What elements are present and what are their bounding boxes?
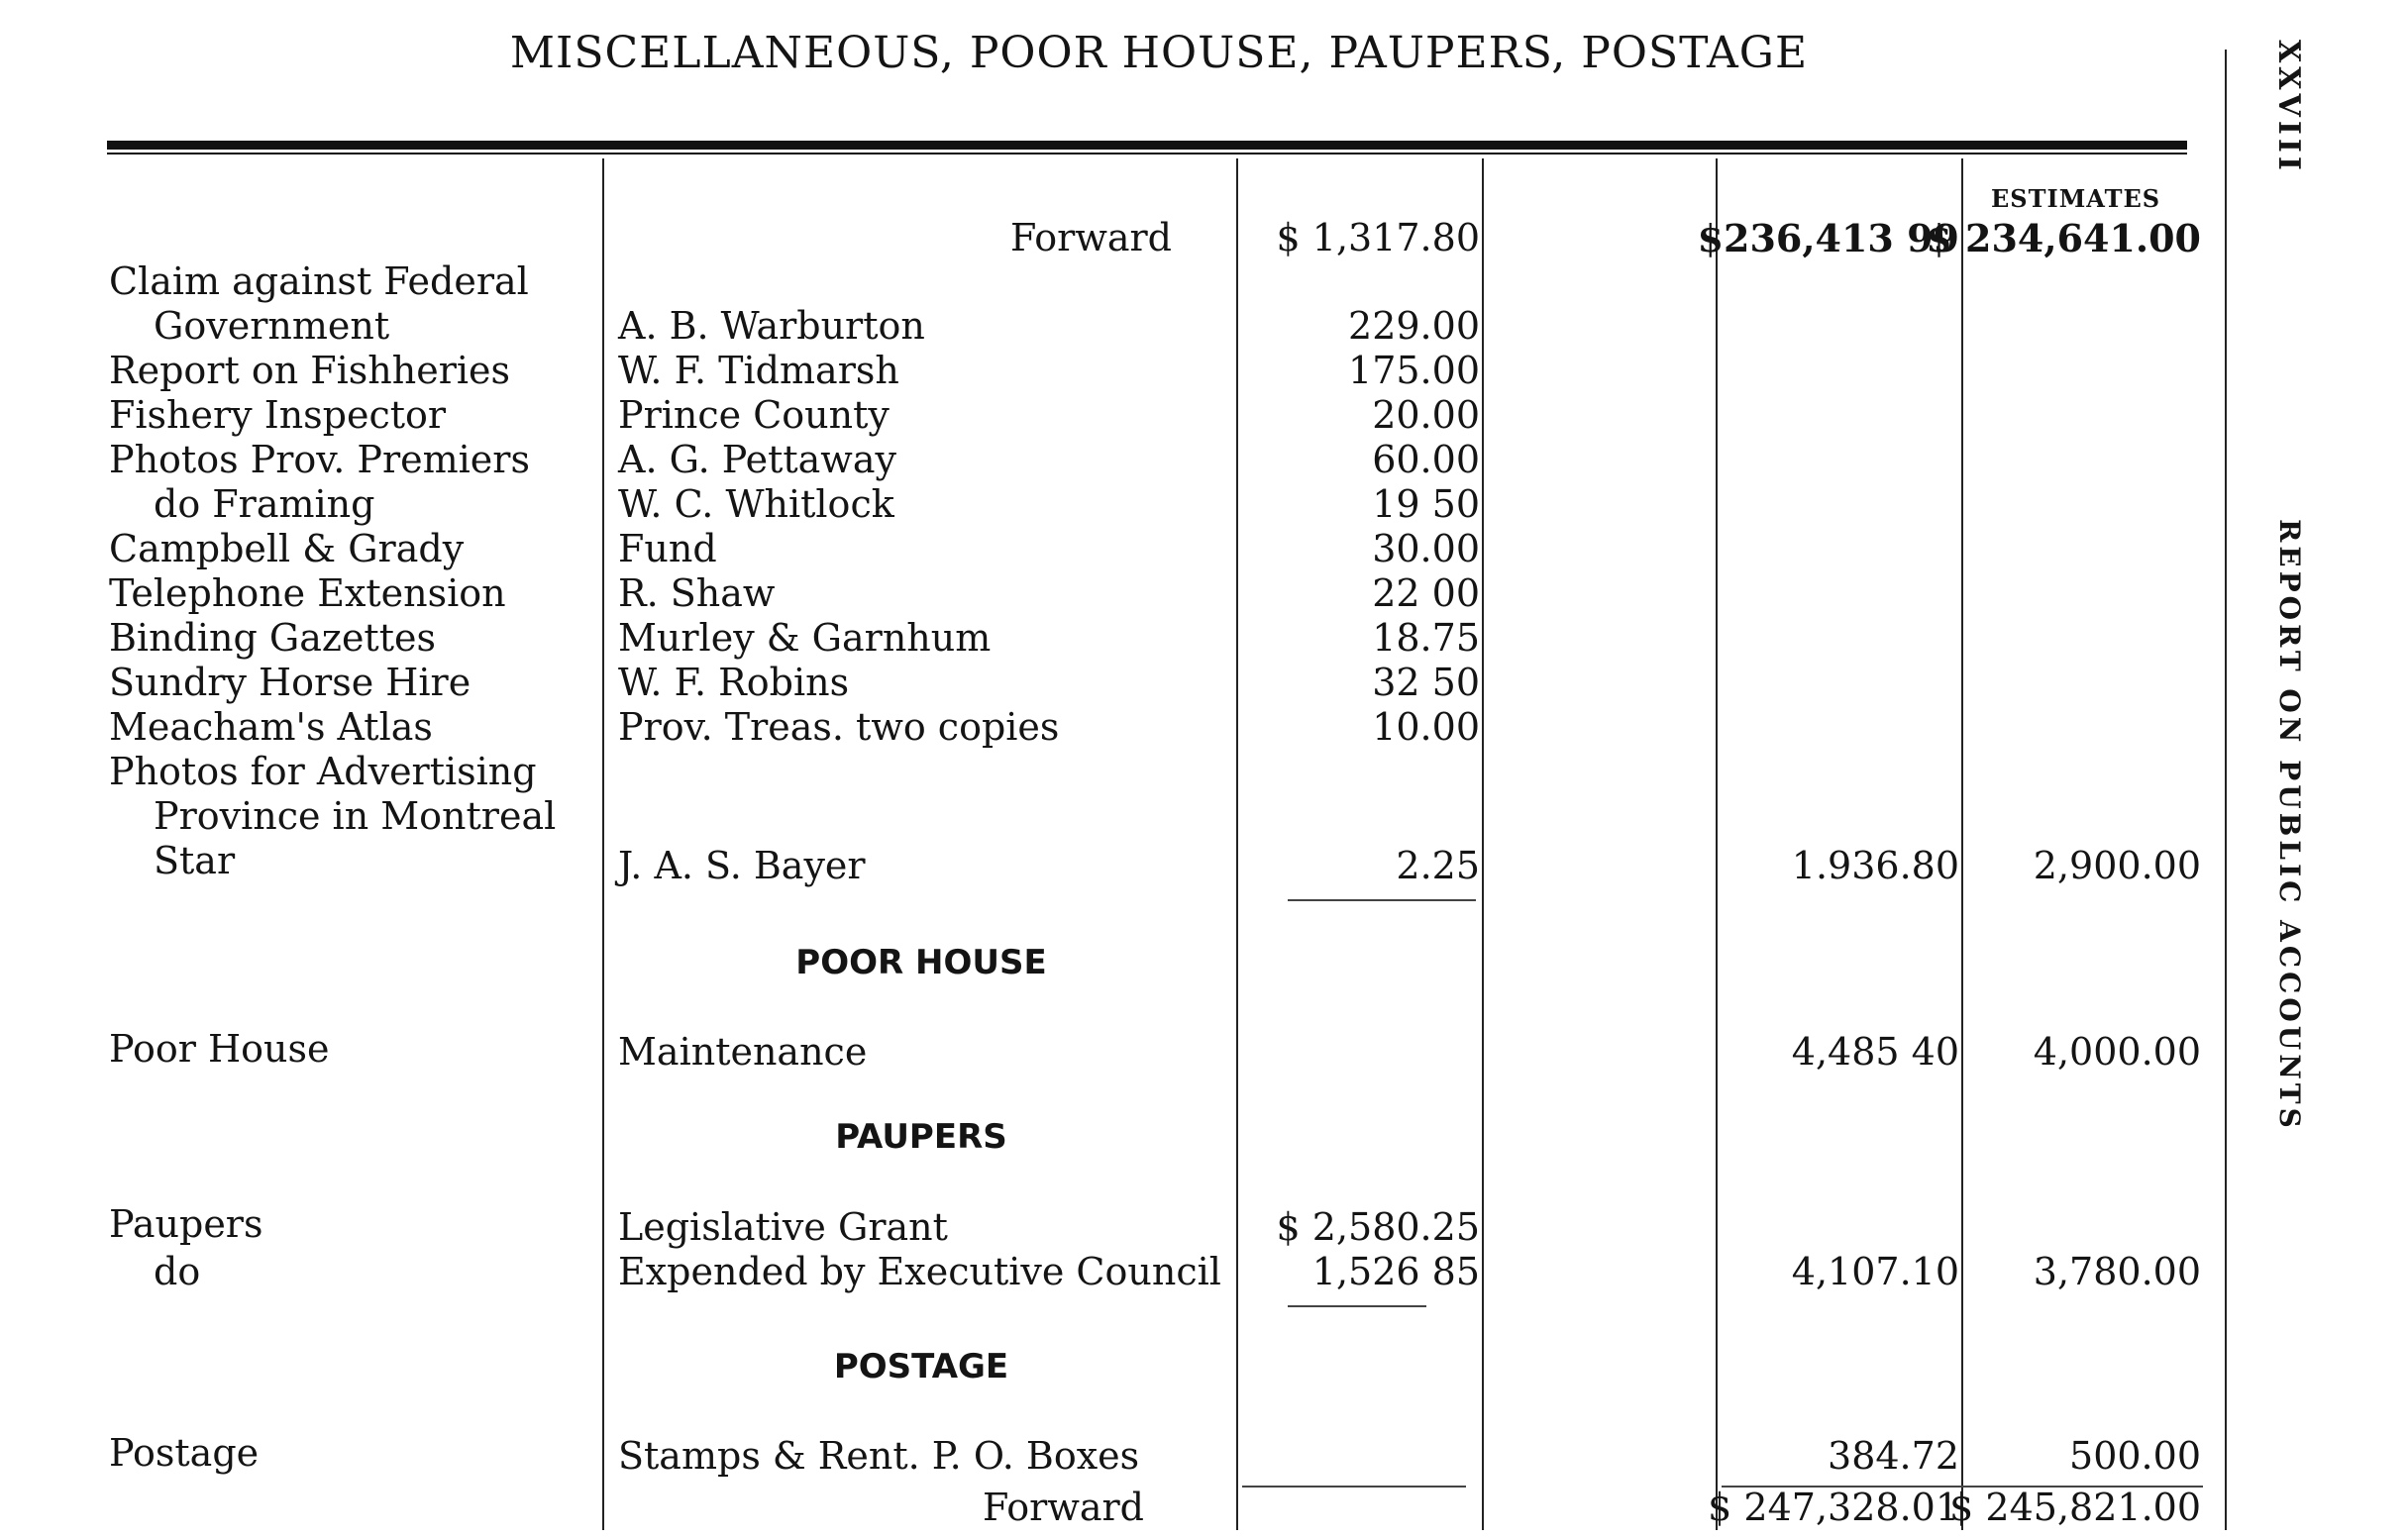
row-item: Binding Gazettes <box>109 616 436 660</box>
misc-estimate: 2,900.00 <box>2033 844 2201 887</box>
row-item: Postage <box>109 1431 260 1475</box>
row-amount: 19 50 <box>1372 482 1480 526</box>
row-item: Province in Montreal <box>154 794 557 838</box>
row-payee: W. C. Whitlock <box>618 482 894 526</box>
paupers-total: 4,107.10 <box>1791 1250 1959 1293</box>
row-payee: W. F. Robins <box>618 661 850 704</box>
row-payee: A. B. Warburton <box>618 304 925 348</box>
page-number: XXVIII <box>2271 40 2306 174</box>
subtotal-underline <box>1288 1305 1426 1307</box>
forward-rule-amounts <box>1242 1486 1466 1488</box>
misc-total: 1.936.80 <box>1791 844 1959 887</box>
row-amount: 229.00 <box>1348 304 1480 348</box>
section-heading-poor-house: POOR HOUSE <box>795 943 1047 982</box>
row-item: Poor House <box>109 1027 330 1071</box>
row-amount: 2.25 <box>1396 844 1480 887</box>
row-amount: $ 2,580.25 <box>1276 1205 1480 1249</box>
row-amount: 60.00 <box>1372 438 1480 481</box>
forward-total-top: $236,413 99 <box>1697 216 1959 260</box>
row-item: Sundry Horse Hire <box>109 661 471 704</box>
row-payee: Maintenance <box>618 1030 868 1074</box>
row-item: Campbell & Grady <box>109 527 465 570</box>
estimates-header: ESTIMATES <box>1991 184 2161 213</box>
header-rule-thin <box>107 153 2187 154</box>
row-amount: 20.00 <box>1372 393 1480 437</box>
poor-house-estimate: 4,000.00 <box>2033 1030 2201 1074</box>
page-title: MISCELLANEOUS, POOR HOUSE, PAUPERS, POSTAGE <box>509 28 1809 78</box>
row-payee: Prince County <box>618 393 890 437</box>
row-payee: Expended by Executive Council <box>618 1250 1221 1293</box>
row-amount: 175.00 <box>1348 349 1480 392</box>
forward-label-bottom: Forward <box>983 1486 1145 1529</box>
row-item: Paupers <box>109 1202 263 1246</box>
row-item: Meacham's Atlas <box>109 705 433 749</box>
row-item: Star <box>154 839 236 882</box>
row-payee: Fund <box>618 527 717 570</box>
section-heading-paupers: PAUPERS <box>835 1117 1007 1157</box>
postage-total: 384.72 <box>1828 1434 1959 1478</box>
row-payee: W. F. Tidmarsh <box>618 349 899 392</box>
row-item: do Framing <box>154 482 375 526</box>
row-payee: R. Shaw <box>618 571 776 615</box>
row-amount: 1,526 85 <box>1311 1250 1480 1293</box>
row-amount: 22 00 <box>1372 571 1480 615</box>
forward-total-bottom: $ 247,328.01 <box>1708 1486 1959 1529</box>
column-divider-3 <box>1482 158 1484 1530</box>
row-payee: J. A. S. Bayer <box>618 844 866 887</box>
row-item: Telephone Extension <box>109 571 506 615</box>
forward-label-top: Forward <box>1010 216 1173 259</box>
subtotal-underline <box>1288 899 1476 901</box>
forward-amount-top: $ 1,317.80 <box>1276 216 1480 259</box>
forward-estimate-bottom: $ 245,821.00 <box>1949 1486 2201 1529</box>
row-item: Photos Prov. Premiers <box>109 438 530 481</box>
header-rule-thick <box>107 141 2187 150</box>
row-payee: Legislative Grant <box>618 1205 948 1249</box>
running-title: REPORT ON PUBLIC ACCOUNTS <box>2273 519 2306 1132</box>
section-heading-postage: POSTAGE <box>833 1347 1009 1386</box>
row-payee: Stamps & Rent. P. O. Boxes <box>618 1434 1140 1478</box>
row-amount: 18.75 <box>1372 616 1480 660</box>
row-item: Photos for Advertising <box>109 750 537 793</box>
row-amount: 30.00 <box>1372 527 1480 570</box>
row-payee: A. G. Pettaway <box>618 438 896 481</box>
row-payee: Prov. Treas. two copies <box>618 705 1060 749</box>
poor-house-total: 4,485 40 <box>1791 1030 1959 1074</box>
row-item: do <box>154 1250 201 1293</box>
row-amount: 10.00 <box>1372 705 1480 749</box>
forward-estimate-top: $ 234,641.00 <box>1926 216 2201 260</box>
paupers-estimate: 3,780.00 <box>2033 1250 2201 1293</box>
row-payee: Murley & Garnhum <box>618 616 992 660</box>
row-amount: 32 50 <box>1372 661 1480 704</box>
row-item: Report on Fishheries <box>109 349 511 392</box>
column-divider-1 <box>602 158 604 1530</box>
margin-divider <box>2225 50 2227 1530</box>
row-item: Fishery Inspector <box>109 393 447 437</box>
postage-estimate: 500.00 <box>2069 1434 2201 1478</box>
row-item: Government <box>154 304 390 348</box>
row-item: Claim against Federal <box>109 259 529 303</box>
